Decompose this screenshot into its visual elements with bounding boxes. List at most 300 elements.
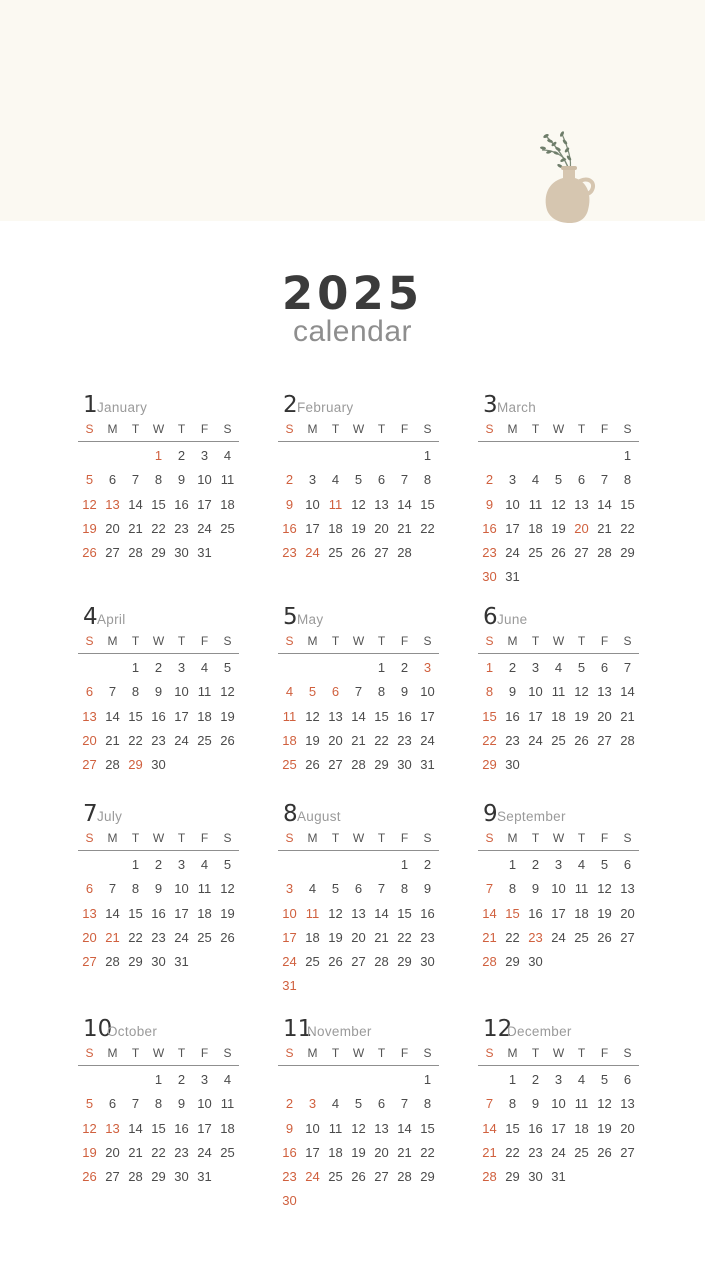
month-header (78, 603, 239, 631)
day-cell: 8 (154, 472, 163, 488)
empty-cell (370, 444, 393, 468)
day-cell: 25 (220, 1144, 235, 1160)
empty-cell (347, 853, 370, 877)
day-cell: 13 (574, 496, 589, 512)
empty-cell (570, 444, 593, 468)
month-name: June (497, 612, 528, 627)
weekday-header (278, 633, 439, 654)
day-cell: 17 (174, 905, 189, 921)
day-cell: 4 (331, 472, 340, 488)
weekday-label: S (85, 831, 94, 845)
day-cell: 11 (574, 881, 589, 897)
day-cell: 25 (574, 1144, 589, 1160)
day-cell: 27 (574, 545, 589, 561)
empty-cell (547, 444, 570, 468)
day-cell: 9 (531, 1096, 540, 1112)
empty-cell (478, 444, 501, 468)
day-cell: 8 (423, 472, 432, 488)
day-cell: 18 (220, 496, 235, 512)
day-cell: 10 (505, 496, 520, 512)
day-cell: 26 (220, 929, 235, 945)
day-cell: 30 (505, 757, 520, 773)
day-cell: 10 (420, 684, 435, 700)
day-cell: 25 (197, 732, 212, 748)
month-february (278, 391, 439, 565)
day-cell: 20 (374, 1144, 389, 1160)
day-cell: 28 (482, 1169, 497, 1185)
day-cell: 11 (197, 684, 212, 700)
day-cell: 21 (105, 732, 120, 748)
day-cell: 10 (282, 905, 297, 921)
day-cell: 5 (600, 1072, 609, 1087)
day-cell: 29 (620, 545, 635, 561)
day-cell: 27 (620, 929, 635, 945)
empty-cell (347, 656, 370, 680)
weekday-label: S (485, 634, 494, 648)
day-cell: 23 (174, 520, 189, 536)
weekday-label: M (307, 422, 318, 436)
weekday-label: W (352, 422, 365, 436)
day-cell: 6 (623, 1072, 632, 1087)
month-header (478, 1015, 639, 1043)
day-cell: 26 (574, 732, 589, 748)
day-cell: 4 (531, 472, 540, 488)
day-cell: 4 (223, 1072, 232, 1087)
empty-cell (593, 444, 616, 468)
day-grid (478, 444, 639, 590)
day-cell: 12 (82, 1120, 97, 1136)
day-cell: 22 (505, 1144, 520, 1160)
weekday-label: T (177, 1046, 186, 1060)
day-cell: 27 (374, 545, 389, 561)
day-cell: 6 (623, 857, 632, 872)
weekday-label: T (177, 422, 186, 436)
empty-cell (301, 444, 324, 468)
weekday-label: S (223, 422, 232, 436)
day-cell: 4 (200, 660, 209, 675)
weekday-header (478, 421, 639, 442)
weekday-label: S (485, 831, 494, 845)
day-cell: 6 (85, 684, 94, 700)
day-cell: 18 (305, 929, 320, 945)
day-cell: 16 (528, 1120, 543, 1136)
weekday-label: T (577, 1046, 586, 1060)
weekday-header (478, 1045, 639, 1066)
month-name: August (297, 809, 341, 824)
day-cell: 5 (600, 857, 609, 872)
month-number: 12 (483, 1016, 513, 1042)
weekday-label: W (552, 831, 565, 845)
day-cell: 5 (354, 472, 363, 488)
day-cell: 27 (597, 732, 612, 748)
day-cell: 14 (351, 708, 366, 724)
day-cell: 16 (174, 1120, 189, 1136)
day-cell: 16 (505, 708, 520, 724)
day-cell: 26 (351, 1169, 366, 1185)
day-cell: 17 (282, 929, 297, 945)
day-cell: 28 (482, 954, 497, 970)
weekday-label: W (552, 634, 565, 648)
day-cell: 26 (551, 545, 566, 561)
day-grid (78, 656, 239, 777)
month-june (478, 603, 639, 777)
day-cell: 9 (285, 1120, 294, 1136)
day-cell: 2 (508, 660, 517, 675)
day-cell: 29 (420, 1169, 435, 1185)
day-cell: 21 (374, 929, 389, 945)
month-january (78, 391, 239, 565)
day-cell: 22 (420, 520, 435, 536)
day-cell: 29 (128, 757, 143, 773)
day-cell: 16 (420, 905, 435, 921)
day-cell: 4 (554, 660, 563, 675)
day-cell: 6 (108, 1096, 117, 1112)
day-cell: 5 (85, 472, 94, 488)
day-cell: 9 (508, 684, 517, 700)
empty-cell (301, 656, 324, 680)
day-cell: 25 (574, 929, 589, 945)
day-cell: 24 (528, 732, 543, 748)
day-cell: 18 (197, 708, 212, 724)
day-cell: 23 (397, 732, 412, 748)
day-cell: 27 (105, 1169, 120, 1185)
day-cell: 18 (282, 732, 297, 748)
day-cell: 13 (597, 684, 612, 700)
day-cell: 20 (620, 905, 635, 921)
weekday-label: F (400, 422, 409, 436)
day-cell: 12 (220, 881, 235, 897)
day-cell: 1 (154, 448, 163, 463)
month-name: April (97, 612, 126, 627)
weekday-label: T (531, 422, 540, 436)
weekday-label: F (400, 634, 409, 648)
weekday-label: W (152, 831, 165, 845)
day-cell: 9 (531, 881, 540, 897)
day-cell: 6 (108, 472, 117, 488)
day-cell: 17 (174, 708, 189, 724)
day-cell: 25 (220, 520, 235, 536)
weekday-header (78, 1045, 239, 1066)
day-cell: 27 (82, 757, 97, 773)
day-cell: 1 (623, 448, 632, 463)
day-cell: 23 (505, 732, 520, 748)
day-cell: 30 (151, 757, 166, 773)
day-cell: 5 (354, 1096, 363, 1112)
month-number: 9 (483, 801, 498, 827)
weekday-label: T (531, 1046, 540, 1060)
weekday-header (78, 633, 239, 654)
day-cell: 28 (397, 545, 412, 561)
day-cell: 20 (328, 732, 343, 748)
day-cell: 31 (197, 1169, 212, 1185)
day-cell: 3 (177, 857, 186, 872)
day-cell: 5 (554, 472, 563, 488)
empty-cell (301, 853, 324, 877)
empty-cell (393, 1068, 416, 1092)
day-cell: 9 (423, 881, 432, 897)
day-cell: 24 (282, 954, 297, 970)
month-name: May (297, 612, 324, 627)
weekday-label: S (223, 634, 232, 648)
day-cell: 29 (374, 757, 389, 773)
day-cell: 1 (131, 857, 140, 872)
day-cell: 7 (131, 472, 140, 488)
day-cell: 3 (308, 472, 317, 488)
empty-cell (124, 1068, 147, 1092)
day-cell: 2 (285, 472, 294, 488)
day-cell: 28 (351, 757, 366, 773)
day-cell: 11 (328, 1120, 343, 1136)
month-header (278, 391, 439, 419)
day-cell: 26 (328, 954, 343, 970)
month-april (78, 603, 239, 777)
day-cell: 21 (128, 520, 143, 536)
month-number: 4 (83, 604, 98, 630)
day-cell: 19 (597, 905, 612, 921)
day-cell: 1 (423, 1072, 432, 1087)
day-cell: 21 (397, 1144, 412, 1160)
day-grid (478, 1068, 639, 1189)
day-cell: 18 (220, 1120, 235, 1136)
day-cell: 20 (82, 929, 97, 945)
weekday-label: S (423, 1046, 432, 1060)
day-cell: 12 (305, 708, 320, 724)
day-cell: 31 (420, 757, 435, 773)
month-september (478, 800, 639, 974)
day-cell: 1 (131, 660, 140, 675)
day-cell: 17 (197, 1120, 212, 1136)
day-cell: 10 (174, 881, 189, 897)
day-cell: 3 (200, 1072, 209, 1087)
day-cell: 9 (177, 472, 186, 488)
weekday-label: T (177, 831, 186, 845)
day-cell: 29 (151, 545, 166, 561)
month-header (478, 391, 639, 419)
day-cell: 10 (305, 1120, 320, 1136)
day-grid (278, 444, 439, 565)
weekday-label: F (200, 634, 209, 648)
day-cell: 26 (597, 1144, 612, 1160)
day-cell: 6 (377, 472, 386, 488)
weekday-label: S (285, 634, 294, 648)
day-cell: 12 (551, 496, 566, 512)
day-cell: 26 (82, 545, 97, 561)
day-cell: 15 (374, 708, 389, 724)
day-cell: 3 (554, 1072, 563, 1087)
day-cell: 24 (174, 929, 189, 945)
day-cell: 12 (597, 881, 612, 897)
day-cell: 1 (508, 1072, 517, 1087)
day-cell: 23 (174, 1144, 189, 1160)
day-cell: 13 (374, 496, 389, 512)
weekday-label: T (131, 831, 140, 845)
day-cell: 25 (328, 1169, 343, 1185)
day-cell: 28 (128, 545, 143, 561)
day-cell: 7 (108, 684, 117, 700)
month-header (478, 603, 639, 631)
day-cell: 10 (197, 1096, 212, 1112)
day-cell: 1 (485, 660, 494, 675)
day-cell: 19 (305, 732, 320, 748)
day-cell: 14 (105, 905, 120, 921)
day-grid (78, 853, 239, 974)
day-cell: 23 (282, 1169, 297, 1185)
day-cell: 25 (328, 545, 343, 561)
day-cell: 16 (282, 520, 297, 536)
weekday-label: S (623, 1046, 632, 1060)
day-cell: 11 (197, 881, 212, 897)
day-cell: 19 (351, 1144, 366, 1160)
day-cell: 2 (285, 1096, 294, 1112)
empty-cell (301, 1068, 324, 1092)
month-name: December (507, 1024, 572, 1039)
empty-cell (478, 1068, 501, 1092)
day-grid (78, 1068, 239, 1189)
day-cell: 9 (285, 496, 294, 512)
day-cell: 6 (377, 1096, 386, 1112)
day-cell: 3 (177, 660, 186, 675)
day-cell: 3 (308, 1096, 317, 1112)
empty-cell (101, 1068, 124, 1092)
day-cell: 16 (397, 708, 412, 724)
weekday-label: S (85, 1046, 94, 1060)
day-cell: 13 (374, 1120, 389, 1136)
weekday-label: W (552, 1046, 565, 1060)
month-number: 5 (283, 604, 298, 630)
day-cell: 17 (305, 1144, 320, 1160)
weekday-header (278, 830, 439, 851)
day-cell: 3 (508, 472, 517, 488)
day-cell: 29 (128, 954, 143, 970)
day-cell: 30 (397, 757, 412, 773)
day-cell: 13 (105, 496, 120, 512)
day-cell: 24 (551, 1144, 566, 1160)
day-cell: 14 (482, 1120, 497, 1136)
day-cell: 6 (577, 472, 586, 488)
day-cell: 7 (400, 1096, 409, 1112)
day-cell: 17 (551, 905, 566, 921)
day-cell: 21 (482, 929, 497, 945)
weekday-label: S (285, 422, 294, 436)
weekday-label: T (131, 1046, 140, 1060)
weekday-label: S (423, 422, 432, 436)
day-cell: 7 (485, 881, 494, 897)
day-cell: 22 (620, 520, 635, 536)
day-cell: 16 (174, 496, 189, 512)
day-cell: 15 (420, 496, 435, 512)
year-heading: 2025 (281, 267, 424, 320)
weekday-label: T (331, 634, 340, 648)
day-cell: 23 (151, 732, 166, 748)
day-cell: 24 (174, 732, 189, 748)
day-cell: 24 (420, 732, 435, 748)
month-header (278, 800, 439, 828)
day-cell: 20 (574, 520, 589, 536)
day-cell: 27 (105, 545, 120, 561)
day-cell: 12 (82, 496, 97, 512)
month-name: March (497, 400, 537, 415)
empty-cell (78, 444, 101, 468)
weekday-label: T (331, 1046, 340, 1060)
day-cell: 23 (482, 545, 497, 561)
day-cell: 17 (420, 708, 435, 724)
month-october (78, 1015, 239, 1189)
month-header (78, 1015, 239, 1043)
empty-cell (278, 444, 301, 468)
day-cell: 29 (505, 954, 520, 970)
day-cell: 6 (354, 881, 363, 897)
day-cell: 22 (151, 1144, 166, 1160)
day-cell: 16 (482, 520, 497, 536)
day-cell: 30 (528, 954, 543, 970)
day-cell: 23 (420, 929, 435, 945)
day-cell: 5 (331, 881, 340, 897)
day-cell: 17 (551, 1120, 566, 1136)
day-cell: 1 (423, 448, 432, 463)
weekday-label: M (507, 831, 518, 845)
month-name: October (107, 1024, 158, 1039)
day-cell: 19 (220, 905, 235, 921)
day-cell: 20 (620, 1120, 635, 1136)
weekday-label: W (152, 422, 165, 436)
day-cell: 11 (220, 1096, 235, 1112)
day-cell: 3 (285, 881, 294, 897)
weekday-label: S (223, 1046, 232, 1060)
day-cell: 19 (82, 1144, 97, 1160)
day-cell: 19 (82, 520, 97, 536)
weekday-label: M (307, 634, 318, 648)
empty-cell (478, 853, 501, 877)
day-cell: 15 (505, 1120, 520, 1136)
vase-branch-illustration (516, 120, 608, 226)
day-cell: 13 (328, 708, 343, 724)
day-cell: 8 (377, 684, 386, 700)
day-cell: 30 (482, 569, 497, 585)
day-cell: 29 (397, 954, 412, 970)
empty-cell (393, 444, 416, 468)
day-grid (278, 1068, 439, 1214)
day-cell: 8 (400, 881, 409, 897)
weekday-label: T (377, 634, 386, 648)
day-cell: 2 (485, 472, 494, 488)
day-cell: 16 (282, 1144, 297, 1160)
weekday-label: S (423, 831, 432, 845)
weekday-label: M (307, 1046, 318, 1060)
calendar-subtitle: calendar (292, 315, 413, 348)
day-cell: 21 (397, 520, 412, 536)
day-cell: 29 (505, 1169, 520, 1185)
day-cell: 30 (174, 1169, 189, 1185)
day-cell: 13 (351, 905, 366, 921)
day-cell: 17 (505, 520, 520, 536)
day-cell: 20 (374, 520, 389, 536)
weekday-label: M (507, 634, 518, 648)
month-number: 10 (83, 1016, 113, 1042)
day-cell: 4 (285, 684, 294, 700)
day-cell: 15 (620, 496, 635, 512)
day-cell: 9 (154, 684, 163, 700)
day-cell: 12 (574, 684, 589, 700)
day-cell: 10 (551, 1096, 566, 1112)
day-cell: 31 (505, 569, 520, 585)
month-name: January (97, 400, 148, 415)
month-number: 7 (83, 801, 98, 827)
day-cell: 15 (420, 1120, 435, 1136)
day-cell: 21 (105, 929, 120, 945)
day-cell: 3 (200, 448, 209, 463)
day-cell: 7 (400, 472, 409, 488)
day-cell: 15 (151, 1120, 166, 1136)
